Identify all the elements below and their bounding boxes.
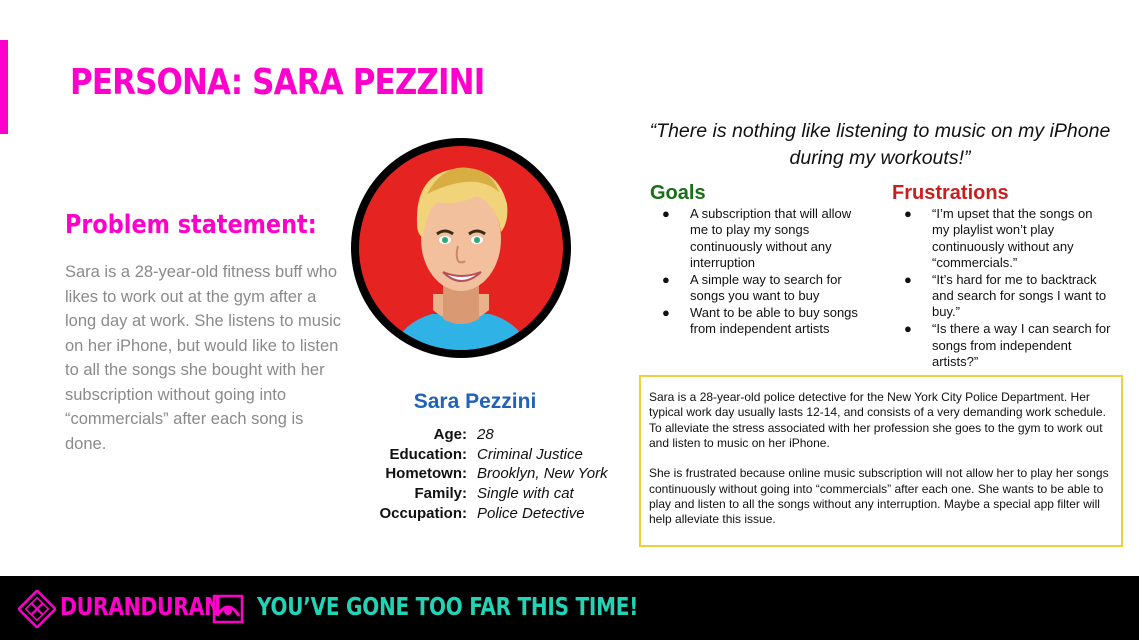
goals-heading: Goals bbox=[650, 182, 706, 204]
detail-value: Single with cat bbox=[477, 485, 574, 503]
problem-statement-text: Sara is a 28-year-old fitness buff who likes to work out at the gym after a long day at work. She listens to music on her iPhone, but would like to listen to all the songs she bought with her subscription without going into “commercials” after each song is done. bbox=[65, 263, 342, 453]
detail-row-education bbox=[360, 445, 608, 465]
frustration-text: “Is there a way I can search for songs from independent artists?” bbox=[932, 321, 1111, 369]
goal-text: A simple way to search for songs you want to buy bbox=[690, 271, 842, 304]
frustrations-heading: Frustrations bbox=[892, 182, 1009, 204]
frustration-item bbox=[894, 321, 1112, 370]
detail-label: Hometown: bbox=[385, 465, 467, 483]
duran-duran-logo-icon bbox=[18, 590, 56, 628]
footer-tagline: YOU’VE GONE TOO FAR THIS TIME! bbox=[257, 592, 639, 621]
bullet-icon: ● bbox=[904, 321, 912, 337]
detail-label: Occupation: bbox=[379, 504, 467, 522]
bullet-icon: ● bbox=[904, 206, 912, 221]
bio-box bbox=[639, 375, 1123, 547]
persona-details bbox=[360, 425, 608, 523]
detail-value: Brooklyn, New York bbox=[477, 465, 608, 483]
detail-label: Age: bbox=[433, 426, 467, 444]
persona-quote: “There is nothing like listening to music on my iPhone during my workouts!” bbox=[649, 120, 1111, 169]
goal-item bbox=[652, 305, 870, 338]
detail-row-family bbox=[360, 484, 608, 504]
frustration-item bbox=[894, 206, 1112, 271]
detail-row-hometown bbox=[360, 464, 608, 484]
frustration-item bbox=[894, 272, 1112, 321]
detail-value: Police Detective bbox=[477, 504, 585, 522]
problem-statement-heading: Problem statement: bbox=[65, 210, 317, 240]
bio-paragraph: Sara is a 28-year-old police detective for the New York City Police Department. Her typical work day usually lasts 12-14, and consists of a very demanding work schedule. To alleviate the stress associated with her profession she goes to the gym to work out and listen to music on her iPhone. bbox=[649, 390, 1106, 450]
goal-text: A subscription that will allow me to play my songs continuously without any interruption bbox=[690, 206, 852, 270]
persona-avatar bbox=[347, 134, 575, 362]
band-name: DURANDURAN bbox=[60, 592, 221, 621]
detail-value: Criminal Justice bbox=[477, 445, 583, 463]
page-title: PERSONA: SARA PEZZINI bbox=[70, 62, 485, 103]
frustration-text: “I’m upset that the songs on my playlist won’t play continuously without any “commercials.” bbox=[932, 206, 1093, 270]
goal-text: Want to be able to buy songs from independent artists bbox=[690, 304, 858, 337]
detail-label: Family: bbox=[414, 485, 467, 503]
bullet-icon: ● bbox=[662, 206, 670, 221]
detail-row-occupation bbox=[360, 503, 608, 523]
frustration-text: “It’s hard for me to backtrack and search for songs I want to buy.” bbox=[932, 271, 1107, 320]
detail-label: Education: bbox=[389, 445, 467, 463]
accent-bar bbox=[0, 40, 8, 134]
goal-item bbox=[652, 206, 870, 271]
bullet-icon: ● bbox=[662, 304, 670, 320]
bio-paragraph: She is frustrated because online music subscription will not allow her to play her songs continuously without going into “commercials” after each one. She wants to be able to play and listen to all the songs without any interruption. Maybe a special app filter will help alleviate this issue. bbox=[649, 466, 1109, 527]
bullet-icon: ● bbox=[662, 271, 670, 287]
duran-duran-emblem-icon bbox=[212, 594, 244, 624]
bullet-icon: ● bbox=[904, 271, 912, 287]
goals-list bbox=[652, 206, 870, 338]
detail-value: 28 bbox=[477, 426, 494, 444]
frustrations-list bbox=[894, 206, 1112, 371]
goal-item bbox=[652, 272, 870, 305]
detail-row-age bbox=[360, 425, 608, 445]
persona-name: Sara Pezzini bbox=[413, 390, 537, 413]
footer-bar bbox=[0, 576, 1139, 640]
